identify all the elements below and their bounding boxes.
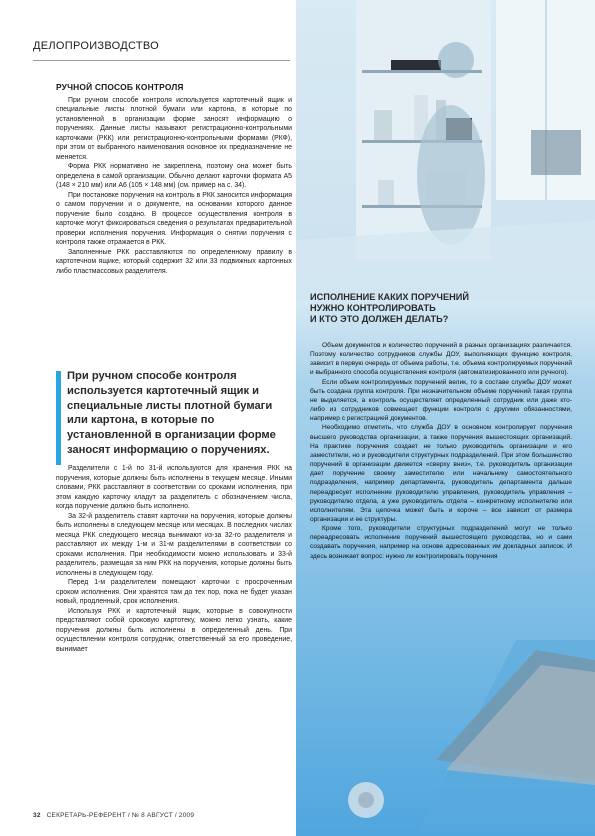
left-paragraph-5: Разделители с 1-й по 31-й используются для хранения РКК на поручения, которые должны быть исполнены в текущем месяце. Иными словами, РКК расставляют в соответствии со сроками исполнения, при этом каждую карточку кладут за разделитель с обозначением числа, когда поручение должно быть исполнено. [56, 465, 292, 511]
publication-info: СЕКРЕТАРЬ-РЕФЕРЕНТ / № 8 АВГУСТ / 2009 [46, 812, 195, 819]
left-column-bottom [56, 464, 292, 654]
right-paragraph-4: Кроме того, руководители структурных подразделений могут не только переадресовать исполнение поручений вышестоящего руководства, но и сами создавать поручения, например на основе адресованных им докладных записок. И здесь возникает вопрос: нужно ли контролировать поручения [310, 525, 572, 560]
left-column-top [56, 82, 292, 276]
page-number: 32 [33, 812, 41, 819]
left-paragraph-7: Перед 1-м разделителем помещают карточки с просроченным сроком исполнения. Они хранятся там до тех пор, пока не будет указан новый, продленный, срок исполнения. [56, 579, 292, 606]
left-paragraph-3: При постановке поручения на контроль в РКК заносится информация о самом поручении и о документе, на основании которого данное поручение было создано. В процессе осуществления контроля в карточке могут фиксироваться сведения о результатах предварительной проверки исполнения поручения. Информация о снятии поручения с контроля также отражается в РКК. [56, 191, 292, 247]
section-divider [33, 60, 290, 61]
right-column [310, 341, 572, 561]
right-heading-line-3: И КТО ЭТО ДОЛЖЕН ДЕЛАТЬ? [310, 314, 449, 325]
right-section-heading [310, 292, 570, 325]
right-paragraph-1: Объем документов и количество поручений в разных организациях различается. Поэтому количество сотрудников службы ДОУ, выполняющих функцию контроля, зависит в первую очередь от объема работы, т.е. объема контролируемых поручений и выбранного способа осуществления контроля (автоматизированного или ручного). [310, 342, 572, 377]
page-footer [33, 812, 194, 819]
section-title: ДЕЛОПРОИЗВОДСТВО [33, 40, 160, 52]
left-paragraph-8: Используя РКК и картотечный ящик, которые в совокупности представляют собой сроковую картотеку, можно легко узнать, какие поручения должны быть исполнены в определенный день. При осуществлении контроля сотрудник, ответственный за его проведение, вынимает [56, 607, 292, 653]
left-paragraph-2: Форма РКК нормативно не закреплена, поэтому она может быть определена в самой организации. Обычно делают карточки формата А5 (148 × 210 мм) или А6 (105 × 148 мм) (см. пример на с. 34). [56, 163, 292, 190]
left-paragraph-1: При ручном способе контроля используется картотечный ящик и специальные листы плотной бумаги или картона, в которые по установленной в организации форме заносят информацию о поручениях. Данные листы называют регистрационно-контрольными карточками (РКК) или регистрационно-контрольными формами (РКФ), при этом от выбранного наименования основное их предназначение не меняется. [56, 96, 292, 161]
left-paragraph-6: За 32-й разделитель ставят карточки на поручения, которые должны быть исполнены в следующем месяце или месяцах. В последних числах месяца РКК следующего месяца вынимают из-за 32-го разделителя и расставляют их между 1-м и 31-м разделителями в соответствии со сроками исполнения. При необходимости можно использовать и 33-й разделитель, размещая за ним РКК на поручения, которые должны быть исполнены в следующем году. [56, 512, 292, 577]
right-heading-line-2: НУЖНО КОНТРОЛИРОВАТЬ [310, 303, 436, 314]
section-heading: РУЧНОЙ СПОСОБ КОНТРОЛЯ [56, 82, 184, 92]
pull-quote-text: При ручном способе контроля используется картотечный ящик и специальные листы плотной бумаги или картона, в которые по установленной в организации форме заносят информацию о поручениях. [67, 370, 276, 456]
pull-quote-accent-bar [56, 371, 61, 465]
right-paragraph-3: Необходимо отметить, что служба ДОУ в основном контролирует поручения высшего руководства организации, а также поручения вышестоящих организаций. На практике поручения создает не только руководитель организации и его заместители, но и руководители структурных подразделений. При этом большинство поручений в организации движется «сверху вниз», т.е. руководитель организации дает поручение своему заместителю или начальнику самостоятельного подразделения, например департамента, руководитель департамента дальше переадресует исполнение руководителю управления, руководитель управления – руководителю отдела, а уже руководитель отдела – конкретному исполнителю или исполнителям. Эта цепочка может быть и короче – все зависит от размера организации и ее структуры. [310, 424, 572, 523]
left-paragraph-4: Заполненные РКК расставляются по определенному правилу в картотечном ящике, который содержит 32 или 33 подвижных картонных либо пластмассовых разделителя. [56, 248, 292, 275]
pull-quote [56, 369, 292, 469]
right-heading-line-1: ИСПОЛНЕНИЕ КАКИХ ПОРУЧЕНИЙ [310, 292, 469, 302]
right-paragraph-2: Если объем контролируемых поручений велик, то в составе службы ДОУ может быть создана группа контроля. При незначительном объеме поручений такая группа не выделяется, а контроль осуществляет определенный сотрудник или даже кто-либо из сотрудников совмещает функции контроля с другими обязанностями, например с регистрацией документов. [310, 378, 572, 423]
